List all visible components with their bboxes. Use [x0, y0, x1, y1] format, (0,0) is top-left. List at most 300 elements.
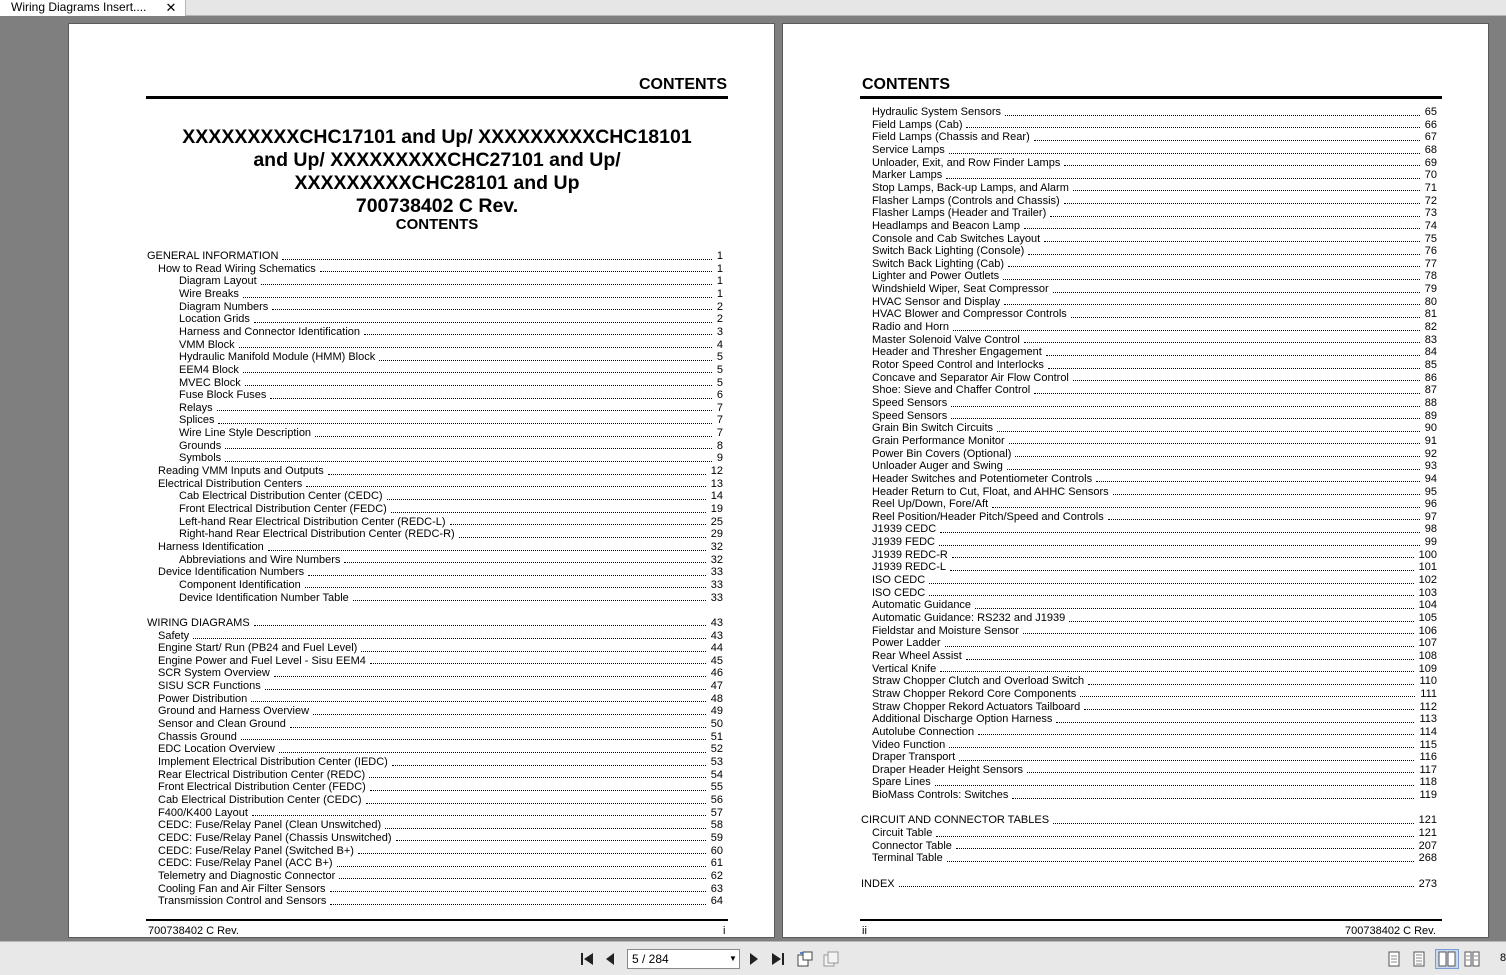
toc-entry-title: Fieldstar and Moisture Sensor [872, 624, 1019, 637]
single-page-view-icon[interactable] [1386, 949, 1402, 969]
rotate-page-icon[interactable] [795, 949, 815, 969]
toc-dot-leader [339, 878, 705, 879]
toc-entry[interactable] [872, 410, 1437, 423]
toc-entry[interactable] [872, 119, 1437, 132]
toc-entry[interactable] [158, 680, 723, 693]
toc-entry[interactable] [872, 448, 1437, 461]
toc-dot-leader [1023, 633, 1414, 634]
toc-dot-leader [1004, 304, 1420, 305]
toc-entry[interactable] [872, 182, 1437, 195]
toc-entry[interactable] [872, 321, 1437, 334]
toc-entry-page: 97 [1424, 510, 1437, 523]
toc-entry-title: CEDC: Fuse/Relay Panel (Clean Unswitched) [158, 819, 382, 832]
toc-entry-title: Wire Breaks [179, 287, 239, 300]
toc-entry-page: 88 [1424, 396, 1437, 409]
toc-entry[interactable] [872, 523, 1437, 536]
toc-entry-title: Power Bin Covers (Optional) [872, 447, 1012, 460]
toc-dot-leader [290, 727, 706, 728]
page-header: CONTENTS [862, 76, 950, 93]
toc-entry[interactable] [872, 650, 1437, 663]
toc-entry[interactable] [158, 731, 723, 744]
toc-entry[interactable] [158, 465, 723, 478]
toc-dot-leader [1027, 772, 1414, 773]
toc-dot-leader [1034, 393, 1420, 394]
toc-entry[interactable] [872, 637, 1437, 650]
toc-entry[interactable] [158, 895, 723, 908]
toc-entry[interactable] [179, 554, 723, 567]
toc-entry[interactable] [872, 220, 1437, 233]
viewer-toolbar [0, 941, 1506, 975]
first-page-icon[interactable] [578, 949, 596, 969]
toc-entry-title: Location Grids [179, 313, 250, 326]
toc-dot-leader [193, 638, 706, 639]
toc-entry-page: 4 [716, 338, 723, 351]
toc-entry-page: 85 [1424, 359, 1437, 371]
toc-dot-leader [1015, 456, 1419, 457]
toc-entry[interactable] [179, 490, 723, 503]
toc-entry-title: INDEX [861, 877, 895, 890]
toc-entry-page: 7 [716, 414, 723, 427]
toc-entry-page: 1 [716, 287, 723, 300]
toc-entry-page: 9 [716, 452, 723, 465]
toc-entry-page: 53 [710, 756, 723, 768]
toc-entry[interactable] [872, 789, 1437, 802]
footer-document-number: 700738402 C Rev. [1345, 925, 1436, 937]
toc-entry[interactable] [872, 157, 1437, 170]
previous-page-icon[interactable] [602, 949, 618, 969]
toc-entry[interactable] [872, 106, 1437, 119]
toc-dot-leader [306, 486, 705, 487]
toc-entry[interactable] [158, 870, 723, 883]
toc-entry[interactable] [179, 301, 723, 314]
toc-entry-page: 90 [1424, 422, 1437, 435]
toc-entry-title: BioMass Controls: Switches [872, 789, 1009, 802]
document-page-right [782, 23, 1489, 938]
toc-entry-title: Front Electrical Distribution Center (FEDC) [158, 781, 366, 794]
toc-entry-page: 59 [710, 831, 723, 844]
toc-entry[interactable] [179, 351, 723, 364]
toc-entry[interactable] [158, 794, 723, 807]
toc-entry-title: Connector Table [872, 839, 952, 852]
toc-entry-title: Right-hand Rear Electrical Distribution Center (REDC-R) [179, 528, 455, 541]
toc-dot-leader [940, 671, 1413, 672]
toc-entry-page: 52 [710, 743, 723, 756]
toc-entry[interactable] [158, 667, 723, 680]
toc-entry-page: 72 [1424, 194, 1437, 207]
document-title-line-1: XXXXXXXXXCHC17101 and Up/ XXXXXXXXXCHC18101 [182, 126, 692, 148]
toc-entry[interactable] [147, 617, 723, 630]
toc-entry-title: Hydraulic System Sensors [872, 106, 1001, 118]
document-pages-icon[interactable] [821, 949, 841, 969]
toc-entry[interactable] [158, 478, 723, 491]
toc-entry-page: 102 [1418, 574, 1437, 587]
toc-entry[interactable] [872, 675, 1437, 688]
toc-entry[interactable] [872, 245, 1437, 258]
toc-entry[interactable] [179, 402, 723, 415]
toc-entry-title: Circuit Table [872, 827, 933, 840]
toc-dot-leader [949, 747, 1414, 748]
toc-dot-leader [1050, 216, 1420, 217]
toc-entry[interactable] [872, 713, 1437, 726]
facing-pages-view-icon[interactable] [1435, 949, 1459, 969]
document-tab[interactable] [0, 0, 186, 16]
close-tab-icon[interactable]: ✕ [165, 0, 177, 15]
toc-entry[interactable] [158, 718, 723, 731]
header-rule [146, 96, 728, 99]
toc-entry-title: Concave and Separator Air Flow Control [872, 371, 1069, 384]
toc-entry[interactable] [872, 827, 1437, 840]
toc-dot-leader [1009, 443, 1420, 444]
toc-dot-leader [385, 828, 706, 829]
toc-entry[interactable] [179, 414, 723, 427]
toc-entry-page: 86 [1424, 371, 1437, 384]
toc-dot-leader [978, 734, 1414, 735]
toc-dot-leader [1044, 241, 1420, 242]
toc-entry[interactable] [179, 503, 723, 516]
toc-entry-title: Reel Position/Header Pitch/Speed and Controls [872, 510, 1104, 523]
toc-entry[interactable] [179, 427, 723, 440]
toc-entry-page: 71 [1424, 181, 1437, 194]
toc-dot-leader [245, 385, 712, 386]
toc-entry-page: 7 [716, 401, 723, 414]
toc-entry-page: 29 [710, 528, 723, 541]
toc-entry[interactable] [158, 756, 723, 769]
toc-entry-title: J1939 REDC-R [872, 548, 948, 561]
toc-entry[interactable] [872, 372, 1437, 385]
toc-dot-leader [951, 406, 1420, 407]
toc-entry-title: Device Identification Number Table [179, 591, 349, 604]
toc-entry-page: 100 [1418, 548, 1437, 561]
toc-entry-page: 63 [710, 882, 723, 895]
last-page-icon[interactable] [769, 949, 787, 969]
toc-entry-title: Flasher Lamps (Header and Trailer) [872, 207, 1047, 220]
toc-entry-title: Header Switches and Potentiometer Controls [872, 472, 1093, 485]
toc-entry-page: 76 [1424, 245, 1437, 258]
toc-dot-leader [1073, 190, 1420, 191]
continuous-facing-view-icon[interactable] [1463, 949, 1481, 969]
toc-dot-leader [261, 284, 712, 285]
toc-entry-page: 13 [710, 477, 723, 490]
toc-dot-leader [225, 461, 712, 462]
toc-entry-title: Diagram Numbers [179, 300, 269, 313]
toc-entry[interactable] [872, 283, 1437, 296]
toc-dot-leader [387, 499, 706, 500]
toc-entry[interactable] [872, 346, 1437, 359]
toc-entry-title: Rotor Speed Control and Interlocks [872, 359, 1044, 371]
toc-entry[interactable] [872, 131, 1437, 144]
toc-entry[interactable] [158, 541, 723, 554]
toc-entry[interactable] [872, 207, 1437, 220]
toc-dot-leader [320, 271, 712, 272]
toc-entry[interactable] [158, 693, 723, 706]
toc-entry-page: 107 [1418, 637, 1437, 650]
toc-entry-title: Component Identification [179, 578, 301, 591]
toc-entry-page: 44 [710, 642, 723, 655]
toc-dot-leader [459, 537, 706, 538]
toc-entry[interactable] [158, 807, 723, 820]
toc-entry-page: 32 [710, 540, 723, 553]
toc-dot-leader [218, 423, 711, 424]
toc-dot-leader [1012, 798, 1414, 799]
toc-entry-page: 106 [1418, 624, 1437, 637]
toc-entry[interactable] [872, 486, 1437, 499]
toc-entry-title: Rear Electrical Distribution Center (REDC) [158, 768, 366, 781]
toc-entry-page: 66 [1424, 118, 1437, 131]
toc-entry-title: How to Read Wiring Schematics [158, 262, 316, 275]
toc-entry[interactable] [158, 630, 723, 643]
toc-entry[interactable] [872, 169, 1437, 182]
toc-entry[interactable] [147, 250, 723, 263]
toc-entry[interactable] [872, 195, 1437, 208]
toc-dot-leader [315, 436, 712, 437]
toc-dot-leader [1007, 469, 1420, 470]
toc-dot-leader [951, 418, 1420, 419]
toc-entry-page: 1 [716, 275, 723, 288]
toc-entry-title: Header Return to Cut, Float, and AHHC Sensors [872, 485, 1109, 498]
toc-entry-page: 67 [1424, 131, 1437, 144]
toc-entry[interactable] [179, 592, 723, 605]
toc-entry-page: 43 [710, 629, 723, 642]
toc-entry[interactable] [158, 781, 723, 794]
toc-dot-leader [940, 532, 1420, 533]
toc-entry[interactable] [872, 511, 1437, 524]
toc-entry[interactable] [179, 364, 723, 377]
toc-entry[interactable] [872, 144, 1437, 157]
zoom-level-text: 8 [1500, 952, 1506, 964]
toc-entry-title: Grounds [179, 439, 222, 452]
toc-entry-page: 57 [710, 806, 723, 819]
toc-dot-leader [254, 625, 706, 626]
toc-dot-leader [268, 550, 706, 551]
toc-entry[interactable] [872, 764, 1437, 777]
toc-entry[interactable] [872, 397, 1437, 410]
toc-entry[interactable] [872, 308, 1437, 321]
toc-entry-title: Safety [158, 629, 190, 642]
toc-entry-page: 95 [1424, 485, 1437, 498]
toc-entry[interactable] [158, 819, 723, 832]
toc-entry-page: 64 [710, 895, 723, 908]
toc-entry[interactable] [872, 751, 1437, 764]
page-number-input[interactable] [627, 949, 740, 969]
toc-entry-title: WIRING DIAGRAMS [147, 616, 250, 629]
toc-entry-title: CEDC: Fuse/Relay Panel (Chassis Unswitched) [158, 831, 392, 844]
toc-entry-title: Ground and Harness Overview [158, 705, 310, 718]
toc-entry[interactable] [872, 561, 1437, 574]
toc-dot-leader [946, 178, 1419, 179]
toc-entry-title: J1939 REDC-L [872, 561, 946, 574]
toc-entry[interactable] [872, 334, 1437, 347]
toc-entry-title: CEDC: Fuse/Relay Panel (Switched B+) [158, 844, 354, 857]
toc-dot-leader [939, 545, 1420, 546]
toc-entry-title: Power Ladder [872, 637, 941, 650]
toc-entry[interactable] [872, 549, 1437, 562]
toc-entry[interactable] [158, 642, 723, 655]
toc-dot-leader [1003, 279, 1420, 280]
toc-dot-leader [956, 848, 1414, 849]
toc-entry[interactable] [872, 776, 1437, 789]
toc-dot-leader [282, 259, 711, 260]
toc-entry-title: Left-hand Rear Electrical Distribution Center (REDC-L) [179, 515, 446, 528]
toc-dot-leader [364, 334, 712, 335]
toc-entry-title: Abbreviations and Wire Numbers [179, 553, 341, 566]
toc-entry-page: 2 [716, 313, 723, 326]
toc-entry[interactable] [872, 498, 1437, 511]
toc-entry-title: Transmission Control and Sensors [158, 895, 327, 908]
toc-entry[interactable] [872, 574, 1437, 587]
toc-entry-page: 91 [1424, 434, 1437, 447]
toc-entry-title: Cooling Fan and Air Filter Sensors [158, 882, 326, 895]
toc-entry[interactable] [179, 452, 723, 465]
toc-entry[interactable] [872, 625, 1437, 638]
toc-entry[interactable] [179, 313, 723, 326]
document-tab-title: Wiring Diagrams Insert.... [11, 0, 147, 14]
toc-entry[interactable] [179, 339, 723, 352]
toc-entry[interactable] [872, 840, 1437, 853]
toc-dot-leader [935, 785, 1415, 786]
toc-entry-page: 77 [1424, 257, 1437, 270]
toc-entry-page: 268 [1418, 852, 1437, 865]
toc-entry-page: 3 [716, 325, 723, 338]
toc-entry[interactable] [158, 883, 723, 896]
toc-dot-leader [1069, 621, 1413, 622]
toc-entry-title: Straw Chopper Rekord Actuators Tailboard [872, 700, 1081, 713]
toc-entry[interactable] [872, 422, 1437, 435]
toc-entry-title: Master Solenoid Valve Control [872, 333, 1020, 346]
toc-entry[interactable] [872, 270, 1437, 283]
toc-entry-title: Draper Header Height Sensors [872, 763, 1024, 776]
toc-entry[interactable] [158, 845, 723, 858]
toc-dot-leader [305, 587, 706, 588]
toc-dot-leader [308, 575, 706, 576]
toc-entry[interactable] [861, 878, 1437, 891]
toc-entry[interactable] [872, 726, 1437, 739]
toc-entry-title: Terminal Table [872, 852, 943, 865]
toc-entry[interactable] [872, 384, 1437, 397]
toc-entry[interactable] [179, 326, 723, 339]
tab-bar [0, 0, 1506, 16]
toc-dot-leader [1024, 228, 1420, 229]
toc-entry[interactable] [158, 655, 723, 668]
toc-entry[interactable] [872, 587, 1437, 600]
toc-entry-title: Windshield Wiper, Seat Compressor [872, 283, 1049, 296]
toc-entry[interactable] [872, 258, 1437, 271]
toc-entry[interactable] [872, 663, 1437, 676]
toc-entry-page: 2 [716, 300, 723, 313]
toc-entry-page: 108 [1418, 649, 1437, 662]
toc-dot-leader [344, 562, 705, 563]
toc-entry[interactable] [158, 263, 723, 276]
toc-dot-leader [279, 752, 706, 753]
contents-subtitle: CONTENTS [395, 216, 479, 233]
toc-entry-title: Engine Power and Fuel Level - Sisu EEM4 [158, 654, 366, 667]
toc-entry[interactable] [158, 566, 723, 579]
toc-entry[interactable] [872, 599, 1437, 612]
footer-page-number: i [723, 925, 726, 937]
toc-dot-leader [396, 840, 706, 841]
toc-entry-title: Power Distribution [158, 692, 248, 705]
toc-dot-leader [391, 512, 706, 513]
toc-entry[interactable] [872, 473, 1437, 486]
toc-entry[interactable] [179, 377, 723, 390]
toc-entry[interactable] [179, 528, 723, 541]
toc-entry[interactable] [872, 233, 1437, 246]
toc-entry-page: 75 [1424, 232, 1437, 245]
toc-entry-page: 5 [716, 351, 723, 364]
toc-entry-title: Diagram Layout [179, 275, 257, 288]
toc-dot-leader [975, 608, 1414, 609]
toc-entry-title: Straw Chopper Clutch and Overload Switch [872, 675, 1085, 688]
toc-entry-title: Switch Back Lighting (Cab) [872, 257, 1005, 270]
toc-entry[interactable] [158, 743, 723, 756]
toc-dot-leader [379, 360, 712, 361]
toc-entry-title: GENERAL INFORMATION [147, 250, 279, 262]
toc-entry[interactable] [872, 359, 1437, 372]
toc-entry-page: 8 [716, 439, 723, 452]
toc-entry-page: 25 [710, 515, 723, 528]
toc-entry[interactable] [179, 275, 723, 288]
toc-dot-leader [274, 676, 706, 677]
toc-dot-leader [992, 507, 1420, 508]
toc-entry-title: Rear Wheel Assist [872, 649, 962, 662]
toc-entry-page: 69 [1424, 156, 1437, 169]
toc-entry[interactable] [872, 688, 1437, 701]
toc-entry[interactable] [872, 852, 1437, 865]
toc-entry-page: 121 [1418, 827, 1437, 840]
toc-entry-page: 111 [1420, 687, 1437, 700]
toc-dot-leader [950, 570, 1414, 571]
toc-entry-page: 112 [1419, 700, 1437, 713]
toc-entry-title: Vertical Knife [872, 662, 937, 675]
toc-dot-leader [1071, 317, 1420, 318]
toc-entry-page: 7 [716, 427, 723, 440]
toc-dot-leader [1096, 481, 1420, 482]
toc-entry[interactable] [872, 460, 1437, 473]
toc-entry[interactable] [872, 435, 1437, 448]
toc-entry[interactable] [179, 288, 723, 301]
toc-entry-title: CIRCUIT AND CONNECTOR TABLES [861, 814, 1050, 827]
toc-entry[interactable] [158, 705, 723, 718]
toc-dot-leader [929, 595, 1413, 596]
toc-entry[interactable] [158, 832, 723, 845]
next-page-icon[interactable] [746, 949, 762, 969]
toc-dot-leader [1056, 722, 1414, 723]
toc-dot-leader [272, 309, 712, 310]
page-header: CONTENTS [639, 76, 727, 93]
toc-entry[interactable] [872, 612, 1437, 625]
toc-entry[interactable] [179, 389, 723, 402]
footer-page-number: ii [862, 925, 867, 937]
toc-entry-title: Radio and Horn [872, 321, 950, 334]
toc-entry[interactable] [179, 579, 723, 592]
toc-entry-title: Wire Line Style Description [179, 427, 312, 440]
document-title-line-4: 700738402 C Rev. [355, 195, 519, 217]
toc-entry[interactable] [179, 440, 723, 453]
toc-entry[interactable] [861, 814, 1437, 827]
toc-entry[interactable] [872, 701, 1437, 714]
toc-entry-title: Telemetry and Diagnostic Connector [158, 869, 336, 882]
toc-dot-leader [225, 448, 712, 449]
continuous-view-icon[interactable] [1411, 949, 1427, 969]
toc-entry[interactable] [872, 296, 1437, 309]
chevron-down-icon[interactable]: ▼ [729, 954, 737, 963]
toc-entry-title: Field Lamps (Cab) [872, 118, 963, 131]
toc-dot-leader [330, 891, 706, 892]
toc-entry[interactable] [872, 739, 1437, 752]
toc-entry[interactable] [158, 857, 723, 870]
toc-entry[interactable] [158, 769, 723, 782]
toc-entry[interactable] [179, 516, 723, 529]
toc-entry[interactable] [872, 536, 1437, 549]
